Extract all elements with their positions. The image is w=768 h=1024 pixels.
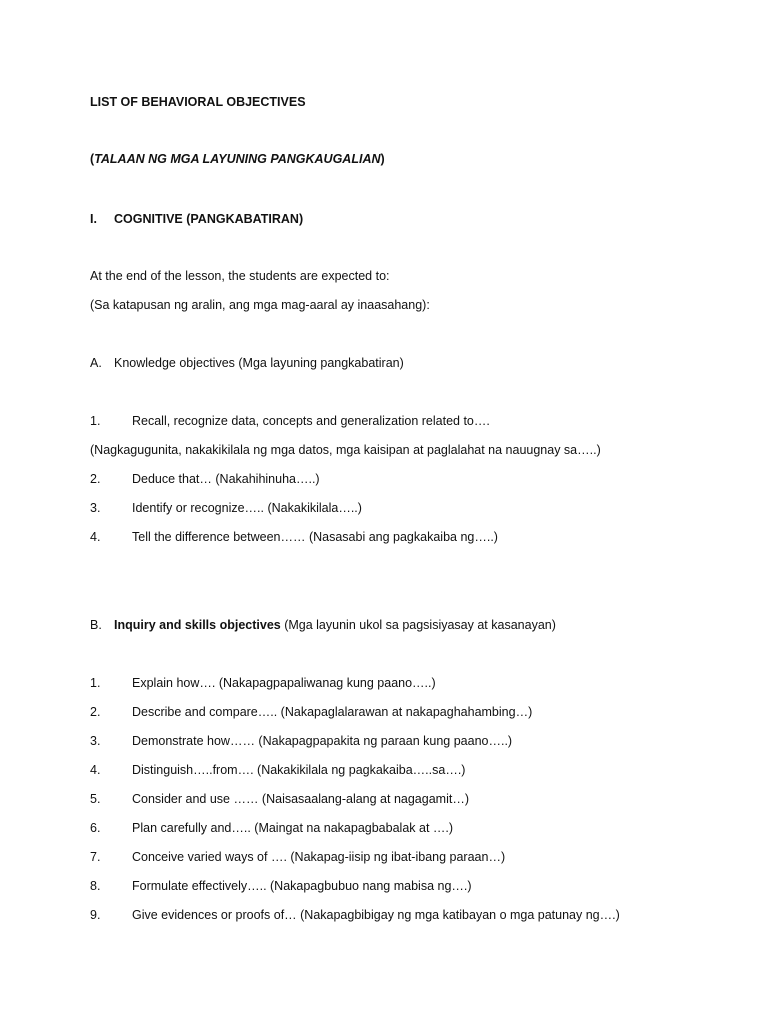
list-item-number: 6. bbox=[90, 821, 101, 835]
list-item-number: 4. bbox=[90, 530, 101, 544]
list-item-number: 7. bbox=[90, 850, 101, 864]
list-item-text: Distinguish…..from…. (Nakakikilala ng pagkakaiba…..sa….) bbox=[132, 763, 466, 777]
list-item-text: Explain how…. (Nakapagpapaliwanag kung paano…..) bbox=[132, 676, 436, 690]
subsection-b-heading bbox=[90, 618, 556, 632]
list-item-translation: (Nagkagugunita, nakakikilala ng mga datos, mga kaisipan at paglalahat na nauugnay sa…..) bbox=[90, 443, 601, 457]
list-item-number: 4. bbox=[90, 763, 101, 777]
intro-filipino: (Sa katapusan ng aralin, ang mga mag-aaral ay inaasahang): bbox=[90, 298, 430, 312]
list-item-text: Tell the difference between…… (Nasasabi ang pagkakaiba ng…..) bbox=[132, 530, 498, 544]
subtitle-open-paren: ( bbox=[90, 152, 95, 166]
subsection-a-label: A. bbox=[90, 356, 102, 370]
list-item-number: 1. bbox=[90, 414, 101, 428]
list-item-text: Conceive varied ways of …. (Nakapag-iisip ng ibat-ibang paraan…) bbox=[132, 850, 506, 864]
subsection-b-translation: (Mga layunin ukol sa pagsisiyasay at kasanayan) bbox=[280, 618, 556, 632]
list-item-number: 3. bbox=[90, 734, 101, 748]
subtitle-close-paren: ) bbox=[380, 152, 385, 166]
document-subtitle bbox=[90, 152, 385, 166]
list-item-text: Plan carefully and….. (Maingat na nakapagbabalak at ….) bbox=[132, 821, 454, 835]
list-item-number: 1. bbox=[90, 676, 101, 690]
list-item-text: Recall, recognize data, concepts and generalization related to…. bbox=[132, 414, 490, 428]
section-title: COGNITIVE (PANGKABATIRAN) bbox=[114, 212, 304, 226]
list-item-number: 9. bbox=[90, 908, 101, 922]
list-item-number: 2. bbox=[90, 705, 101, 719]
list-item-text: Describe and compare….. (Nakapaglalarawan at nakapaghahambing…) bbox=[132, 705, 533, 719]
list-item-number: 3. bbox=[90, 501, 101, 515]
subsection-a-title: Knowledge objectives (Mga layuning pangkabatiran) bbox=[114, 356, 404, 370]
list-item-text: Deduce that… (Nakahihinuha…..) bbox=[132, 472, 320, 486]
list-item-number: 5. bbox=[90, 792, 101, 806]
list-item-text: Give evidences or proofs of… (Nakapagbibigay ng mga katibayan o mga patunay ng….) bbox=[132, 908, 620, 922]
list-item-number: 2. bbox=[90, 472, 101, 486]
intro-english: At the end of the lesson, the students are expected to: bbox=[90, 269, 390, 283]
section-number: I. bbox=[90, 212, 97, 226]
section-heading bbox=[90, 212, 303, 226]
subsection-b-title: Inquiry and skills objectives bbox=[114, 618, 281, 632]
list-item-text: Consider and use …… (Naisasaalang-alang at nagagamit…) bbox=[132, 792, 469, 806]
list-item-number: 8. bbox=[90, 879, 101, 893]
subsection-a-heading bbox=[90, 356, 404, 370]
list-item-text: Identify or recognize….. (Nakakikilala…..) bbox=[132, 501, 362, 515]
list-item-text: Demonstrate how…… (Nakapagpapakita ng paraan kung paano…..) bbox=[132, 734, 513, 748]
list-item-text: Formulate effectively….. (Nakapagbubuo nang mabisa ng….) bbox=[132, 879, 472, 893]
subtitle-text: TALAAN NG MGA LAYUNING PANGKAUGALIAN bbox=[94, 152, 381, 166]
document-title: LIST OF BEHAVIORAL OBJECTIVES bbox=[90, 95, 306, 109]
subsection-b-label: B. bbox=[90, 618, 102, 632]
